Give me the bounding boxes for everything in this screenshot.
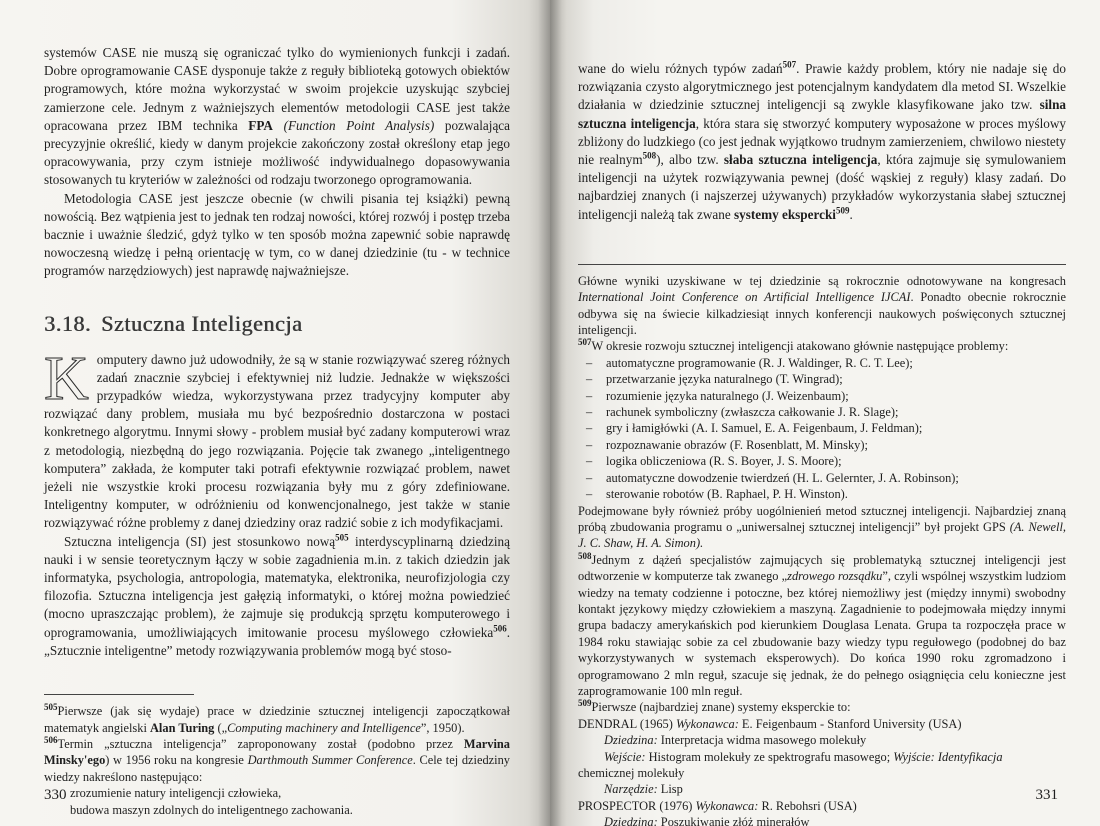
drop-cap: K <box>44 344 89 413</box>
footnote-ref: 508 <box>642 150 657 161</box>
page-number: 331 <box>1035 787 1058 803</box>
left-body-text <box>44 44 510 281</box>
list-item: – gry i łamigłówki (A. I. Samuel, E. A. Feigenbaum, J. Feldman); <box>578 420 1066 436</box>
footnote-ref: 509 <box>835 205 850 216</box>
paragraph: systemów CASE nie muszą się ograniczać tylko do wymienionych funkcji i zadań. Dobre oprogramowanie CASE dysponuje także z reguły biblioteką gotowych obiektów programowych, które można wykorzystać w swoim projekcie uzyskując szybciej zamierzone cele. Jednym z ważniejszych elementów metodologii CASE jest także opracowana przez IBM technika FPA (Function Point Analysis) pozwalająca precyzyjnie określić, kiedy w danym projekcie zakończony został określony etap jego opracowywania, przy czym istnieje możliwość indywidualnego dopasowywania stosowanych tu kryteriów w zależności od rodzaju tworzonego oprogramowania. <box>44 45 511 188</box>
footnote-509: $^{509}$Pierwsze (najbardziej znane) systemy eksperckie to: <box>578 698 851 715</box>
list-item: – logika obliczeniowa (R. S. Boyer, J. S. Moore); <box>578 453 1066 469</box>
right-column <box>578 60 1066 826</box>
system-detail: Dziedzina: Poszukiwanie złóż minerałów <box>604 815 810 826</box>
list-item: – automatyczne dowodzenie twierdzeń (H. L. Gelernter, J. A. Robinson); <box>578 470 1066 486</box>
footnote-507-list <box>578 355 1066 503</box>
footnote-508: $^{508}$Jednym z dążeń specjalistów zajmujących się problematyką sztucznej inteligencji jest odtworzenie w komputerze tak zwanego „zdrowego rozsądku”, czyli wspólnej wszystkim ludziom wiedzy na tematy codzienne i potoczne, bez której niemożliwy jest (między innymi) swobodny kontakt językowy między człowiekiem a maszyną. Zagadnienie to podejmowała między innymi grupa badaczy amerykańskich pod kierunkiem Douglasa Lenata. Grupa ta rozpoczęła prace w 1984 roku stawiając sobie za cel zbudowanie bazy wiedzy typu regułowego (podobnej do baz wykorzystywanych w systemach eksperowych). Do końca 1990 roku zgromadzono i oprogramowano 2 mln reguł, szacuje się jednak, że do pełnego osiągnięcia celu konieczne jest zaprogramowanie 100 mln reguł. <box>578 550 1066 698</box>
left-footnotes <box>44 703 510 818</box>
footnote-ref: 505 <box>335 532 349 543</box>
right-body-text <box>578 60 1066 224</box>
section-title: Sztuczna Inteligencja <box>101 310 303 336</box>
footnote-rule <box>578 264 1066 265</box>
system-prospector: PROSPECTOR (1976) Wykonawca: R. Rebohsri (USA) <box>578 798 857 813</box>
paragraph: Komputery dawno już udowodniły, że są w stanie rozwiązywać szereg różnych zadań znacznie szybciej i efektywniej niż ludzie. Jednakże w większości przypadków wiedza, wykorzystywana przez tradycyjny komputer aby rozwiązać dany problem, musiała mu być bezpośrednio dostarczona w postaci konkretnego algorytmu. Innymi słowy - problem musiał być zadany komputerowi wraz z metodologią, niezbędną do jego rozwiązania. Pojęcie tak zwanego „inteligentnego komputera” zakłada, że komputer taki potrafi efektywnie rozwiązać problem, nawet jeżeli nie wszystkie kroki procesu rozwiązania były mu z góry zdefiniowane. Inteligentny komputer, w odróżnieniu od konwencjonalnego, jest także w stanie rozwiązywać różne problemy z danej dziedziny oraz radzić sobie z ich modyfikacjami. <box>44 344 510 531</box>
list-item: – automatyczne programowanie (R. J. Waldinger, R. C. T. Lee); <box>578 355 1066 371</box>
footnote-continued: Główne wyniki uzyskiwane w tej dziedzinie są rokrocznie odnotowywane na kongresach International Joint Conference on Artificial Intelligence IJCAI. Ponadto obecnie rokrocznie odbywa się na świecie kilkadziesiąt innych konferencji naukowych poświęconych sztucznej inteligencji. <box>578 273 1066 338</box>
footnote-rule <box>44 694 194 695</box>
system-detail: Dziedzina: Interpretacja widma masowego molekuły <box>604 733 867 748</box>
page-number: 330 <box>44 787 67 803</box>
system-dendral: DENDRAL (1965) Wykonawca: E. Feigenbaum - Stanford University (USA) <box>578 716 962 731</box>
footnote-ref: 507 <box>782 59 797 70</box>
paragraph: Metodologia CASE jest jeszcze obecnie (w chwili pisania tej książki) pewną nowością. Bez wątpienia jest to jednak ten rodzaj nowości, której rozwój i postęp trzeba bacznie i uważnie śledzić, gdyż tylko w ten sposób można zapewnić sobie naprawdę nowoczesną wiedzę i pełną orientację w tym, co w danej dziedzinie (tu - w technice programów narzędziowych) jest naprawdę najważniejsze. <box>44 190 510 279</box>
section-body-text <box>44 344 510 660</box>
paragraph: wane do wielu różnych typów zadań$^{507}$. Prawie każdy problem, który nie nadaje się do rozwiązania czysto algorytmicznego jest potencjalnym kandydatem dla metod SI. Wszelkie działania w dziedzinie sztucznej inteligencji są zwykle klasyfikowane jako tzw. silna sztuczna inteligencja, która stara się stworzyć komputery wyposażone w proces myślowy zbliżony do ludzkiego (co jest jednak wyjątkowo trudnym zamierzeniem, chwilowo niestety nie realnym$^{508}$), albo tzw. słaba sztuczna inteligencja, która zajmuje się symulowaniem inteligencji na użytek rozwiązywania pewnej (dość wąskiej z reguły) klasy zadań. Do najbardziej znanych (i najszerzej używanych) przykładów wykorzystania słabej sztucznej inteligencji należą tak zwane systemy ekspercki$^{509}$. <box>578 59 1066 222</box>
system-detail: Narzędzie: Lisp <box>604 782 683 797</box>
footnote-line: budowa maszyn zdolnych do inteligentnego zachowania. <box>70 802 353 817</box>
system-detail: chemicznej molekuły <box>578 766 685 781</box>
footnote-line: zrozumienie natury inteligencji człowieka, <box>70 786 282 801</box>
footnote-ref: 506 <box>493 623 507 634</box>
list-item: – rozumienie języka naturalnego (J. Weizenbaum); <box>578 388 1066 404</box>
list-item: – rozpoznawanie obrazów (F. Rosenblatt, M. Minsky); <box>578 437 1066 453</box>
right-footnotes <box>578 273 1066 826</box>
section-number: 3.18. <box>44 310 91 336</box>
paragraph: Sztuczna inteligencja (SI) jest stosunkowo nową$^{505}$ interdyscyplinarną dziedziną nauki i w sensie teoretycznym łączy w sobie zagadnienia m.in. z takich dziedzin jak informatyka, psychologia, antropologia, matematyka, elektronika, neurofizjologia czy filozofia. Sztuczna inteligencja jest gałęzią informatyki, o której można powiedzieć (mocno upraszczając problem), że zajmuje się produkcją sprzętu komputerowego i oprogramowania, umożliwiających imitowanie procesu myślowego człowieka$^{506}$. „Sztucznie inteligentne” metody rozwiązywania problemów mogą być stoso- <box>44 532 510 658</box>
list-item: – sterowanie robotów (B. Raphael, P. H. Winston). <box>578 486 1066 502</box>
list-item: – przetwarzanie języka naturalnego (T. Wingrad); <box>578 371 1066 387</box>
section-heading <box>44 311 510 337</box>
left-column <box>44 44 510 818</box>
footnote-506: $^{506}$Termin „sztuczna inteligencja” zaproponowany został (podobno przez Marvina Minsky'ego) w 1956 roku na kongresie Darthmouth Summer Conference. Cele tej dziedziny wiedzy nakreślono następująco: <box>44 734 510 784</box>
page-right <box>550 0 1100 826</box>
footnote-507: $^{507}$W okresie rozwoju sztucznej inteligencji atakowano głównie następujące problemy: <box>578 337 1009 354</box>
footnote-507-after: Podejmowane były również próby uogólnienień metod sztucznej inteligencji. Najbardziej znaną próbą zbudowania programu o „uniwersalnej sztucznej inteligencji” był projekt GPS (A. Newell, J. C. Shaw, H. A. Simon). <box>578 503 1066 551</box>
list-item: – rachunek symboliczny (zwłaszcza całkowanie J. R. Slage); <box>578 404 1066 420</box>
system-detail: Wejście: Histogram molekuły ze spektrografu masowego; Wyjście: Identyfikacja <box>604 749 1003 764</box>
footnote-505: $^{505}$Pierwsze (jak się wydaje) prace w dziedzinie sztucznej inteligencji zapoczątkował matematyk angielski Alan Turing („Computing machinery and Intelligence”, 1950). <box>44 701 510 735</box>
